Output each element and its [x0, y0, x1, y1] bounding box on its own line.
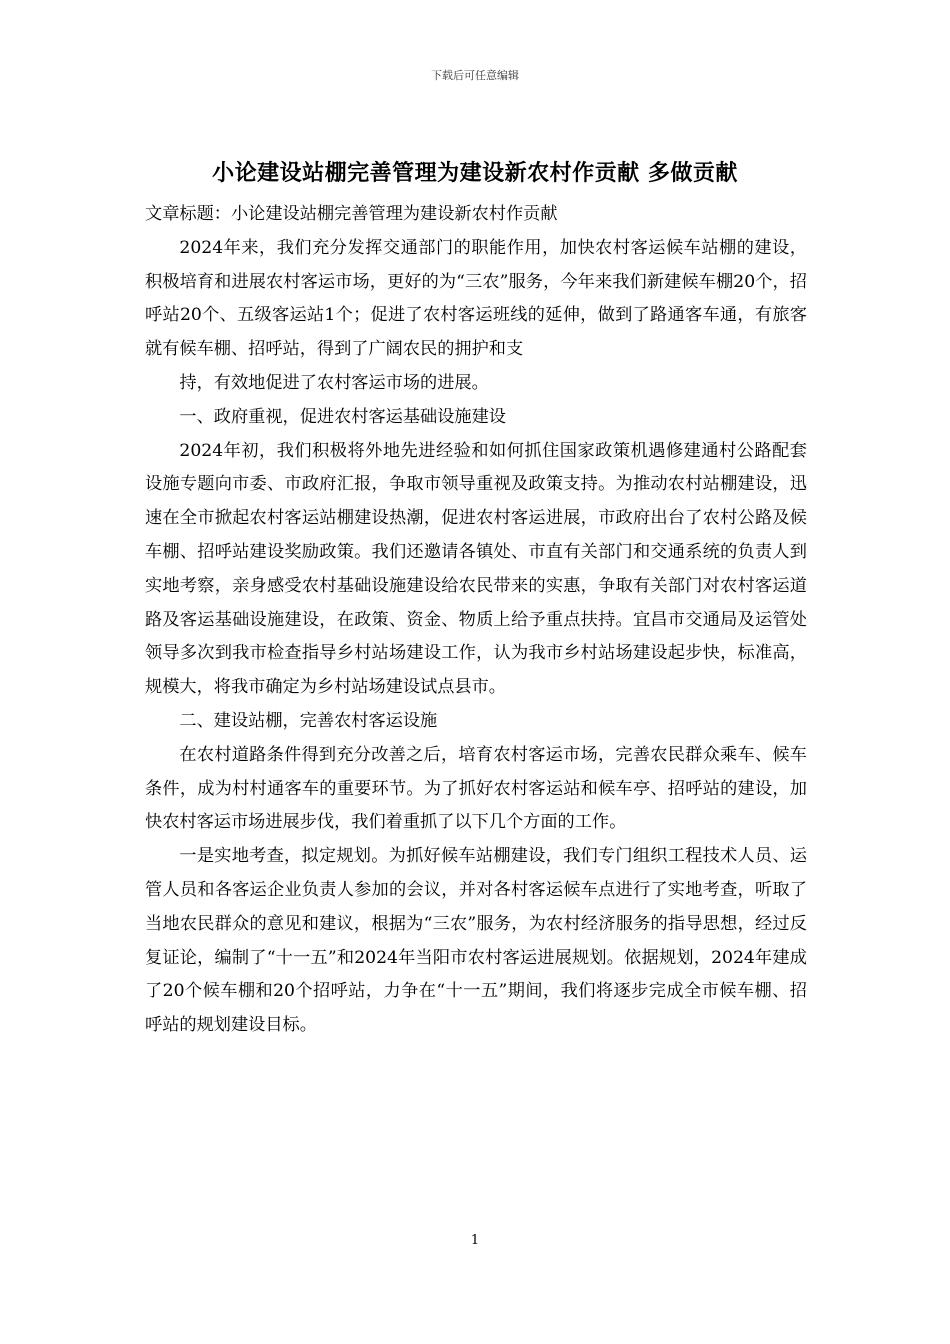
section-heading-1: 一、政府重视，促进农村客运基础设施建设 — [179, 406, 506, 427]
paragraph-section-1: 2024年初，我们积极将外地先进经验和如何抓住国家政策机遇修建通村公路配套设施专题向市委、市政府汇报，争取市领导重视及政策支持。为推动农村站棚建设，迅速在全市掀起农村客运站棚建设热潮，促进农村客运进展，市政府出台了农村公路及候车棚、招呼站建设奖励政策。我们还邀请各镇处、市直有关部门和交通系统的负责人到实地考察，亲身感受农村基础设施建设给农民带来的实惠，争取有关部门对农村客运道路及客运基础设施建设，在政策、资金、物质上给予重点扶持。宜昌市交通局及运管处领导多次到我市检查指导乡村站场建设工作，认为我市乡村站场建设起步快，标准高，规模大，将我市确定为乡村站场建设试点县市。 — [145, 440, 807, 698]
paragraph-intro: 2024年来，我们充分发挥交通部门的职能作用，加快农村客运候车站棚的建设，积极培育和进展农村客运市场，更好的为“三农”服务，今年来我们新建候车棚20个，招呼站20个、五级客运站1个；促进了农村客运班线的延伸，做到了路通客车通，有旅客就有候车棚、招呼站，得到了广阔农民的拥护和支 — [145, 237, 807, 360]
paragraph-intro-continued: 持，有效地促进了农村客运市场的进展。 — [179, 372, 489, 393]
download-note: 下载后可任意编辑 — [431, 69, 519, 82]
paragraph-section-2: 在农村道路条件得到充分改善之后，培育农村客运市场，完善农民群众乘车、候车条件，成为村村通客车的重要环节。为了抓好农村客运站和候车亭、招呼站的建设，加快农村客运市场进展步伐，我们着重抓了以下几个方面的工作。 — [145, 744, 807, 833]
document-body — [145, 198, 807, 1043]
document-title: 小论建设站棚完善管理为建设新农村作贡献 多做贡献 — [212, 160, 738, 186]
page-number: 1 — [470, 1233, 480, 1248]
article-title-line: 文章标题：小论建设站棚完善管理为建设新农村作贡献 — [145, 204, 558, 224]
paragraph-planning: 一是实地考查，拟定规划。为抓好候车站棚建设，我们专门组织工程技术人员、运管人员和各客运企业负责人参加的会议，并对各村客运候车点进行了实地考查，听取了当地农民群众的意见和建议，根据为“三农”服务，为农村经济服务的指导思想，经过反复证论，编制了“十一五”和2024年当阳市农村客运进展规划。依据规划，2024年建成了20个候车棚和20个招呼站，力争在“十一五”期间，我们将逐步完成全市候车棚、招呼站的规划建设目标。 — [145, 846, 807, 1036]
section-heading-2: 二、建设站棚，完善农村客运设施 — [179, 710, 438, 731]
